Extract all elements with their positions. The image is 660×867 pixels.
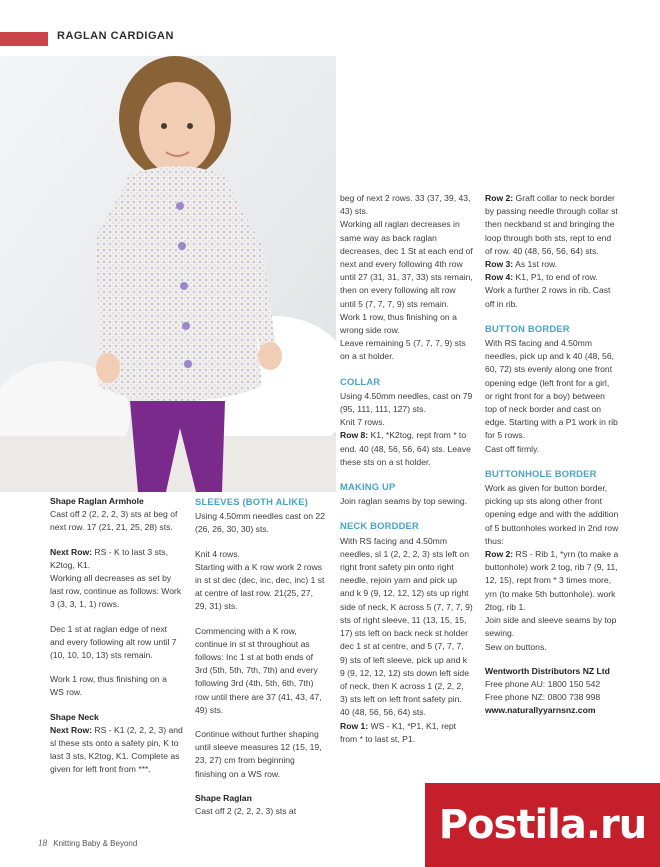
paragraph: Work 1 row, thus finishing on a wrong side row. — [340, 311, 457, 336]
row-label: Row 1: — [340, 720, 369, 731]
header-accent-bar — [0, 32, 48, 46]
row-label: Row 2: — [485, 549, 514, 560]
paragraph: Working all raglan decreases in same way as back raglan decreases, dec 1 St at each end of next and every following 4th row until 27 (31, 31, 37, 33) sts remain, then on every following alt row until 5 (7, 7, 7, 9) sts remain. — [340, 219, 473, 309]
row-text: RS - Rib 1, *yrn (to make a buttonhole) work 2 tog, rib 7 (9, 11, 12, 15), rept from * 3 times more, yrn (to make 5th buttonhole). work 2tog, rib 1. — [485, 549, 619, 612]
phone-nz: Free phone NZ: 0800 738 998 — [485, 692, 601, 703]
watermark-logo: Postila.ru — [425, 783, 660, 867]
paragraph — [50, 724, 183, 777]
paragraph: Leave remaining 5 (7, 7, 7, 9) sts on a st holder. — [340, 338, 466, 362]
row-text: As 1st row. — [513, 259, 558, 270]
distributor-name: Wentworth Distributors NZ Ltd — [485, 665, 610, 676]
paragraph: Work as given for button border, picking up sts along other front opening edge and with the addition of 5 buttonholes worked in 2nd row thus: — [485, 483, 619, 546]
buttonhole-border-heading: BUTTONHOLE BORDER — [485, 467, 597, 479]
collar-heading: COLLAR — [340, 375, 381, 387]
column-4 — [485, 192, 619, 718]
paragraph: Knit 4 rows. — [195, 548, 240, 559]
row-label: Row 3: — [485, 259, 514, 270]
row-text: RS - K to last 3 sts, K2tog, K1. — [50, 546, 168, 570]
shape-neck-heading: Shape Neck — [50, 711, 99, 722]
paragraph: Dec 1 st at raglan edge of next and every following alt row until 7 (10, 10, 10, 13) sts remain. — [50, 623, 177, 661]
row-label: Next Row: — [50, 724, 93, 735]
website-link[interactable]: www.naturallyyarnsnz.com — [485, 705, 596, 716]
row-text: K1, P1, to end of row. — [513, 272, 598, 283]
paragraph: Using 4.50mm needles cast on 22 (26, 26, 30, 30) sts. — [195, 511, 325, 535]
paragraph: Join raglan seams by top sewing. — [340, 496, 468, 507]
column-2 — [195, 495, 325, 829]
page-number: 18 — [38, 838, 47, 848]
row-text: RS - K1 (2, 2, 2, 3) and sl these sts onto a safety pin, K to last 3 sts, K2tog, K1. Complete as given for left front from ***. — [50, 724, 183, 775]
paragraph: Starting with a K row work 2 rows in st st dec (dec, inc, dec, inc) 1 st at centre of last row. 21(25, 27, 29, 31) sts. — [195, 561, 325, 612]
paragraph: beg of next 2 rows. 33 (37, 39, 43, 43) sts. — [340, 193, 471, 217]
row-text: K1, *K2tog, rept from * to end. 40 (48, 56, 56, 64) sts. Leave these sts on a st holder. — [340, 430, 471, 467]
paragraph: Join side and sleeve seams by top sewing. — [485, 615, 617, 639]
column-3 — [340, 192, 473, 757]
row-label: Row 2: — [485, 193, 514, 203]
magazine-name: Knitting Baby & Beyond — [53, 839, 138, 848]
paragraph: Commencing with a K row, continue in st st throughout as follows: Inc 1 st at both ends of 3rd (5th, 5th, 7th, 7th) and every following 3rd (4th, 5th, 6th, 7th) row until there are 37 (41, 43, 47, 49) sts. — [195, 625, 322, 715]
paragraph: Work 1 row, thus finishing on a WS row. — [50, 674, 167, 698]
paragraph: Sew on buttons. — [485, 641, 547, 652]
row-label: Next Row: — [50, 546, 93, 557]
row-text: Graft collar to neck border by passing needle through collar st then neckband st and bringing the loop through both sts, rept to end of row. 40 (48, 56, 56, 64) sts. — [485, 193, 618, 256]
column-1 — [50, 495, 183, 788]
paragraph: With RS facing and 4.50mm needles, pick up and k 40 (48, 56, 60, 72) sts evenly along one front opening edge (left front for a girl, or right front for a boy) between top of neck border and cast on edge. Starting with a P1 work in rib for 5 rows. — [485, 338, 618, 441]
row-label: Row 4: — [485, 272, 514, 283]
button-border-heading: BUTTON BORDER — [485, 322, 570, 334]
paragraph: Working all decreases as set by last row, continue as follows: Work 3 (3, 3, 1, 1) rows. — [50, 573, 182, 610]
paragraph: Cast off 2 (2, 2, 2, 3) sts at — [195, 806, 297, 817]
shape-raglan-armhole-heading: Shape Raglan Armhole — [50, 496, 144, 506]
row-text: WS - K1, *P1, K1, rept from * to last st, P1. — [340, 720, 457, 744]
paragraph — [485, 271, 619, 284]
paragraph: With RS facing and 4.50mm needles, sl 1 (2, 2, 2, 3) sts left on right front safety pin onto right needle, rejoin yarn and pick up and k 9 (9, 12, 12, 12) sts up right side of neck, K across 5 (7, 7, 7, 9) sts of right sleeve, 11 (13, 15, 15, 17) sts left on back neck st holder dec 1 st at centre, and 5 (7, 7, 7, 9) sts of left sleeve, pick up and k 9 (9, 12, 12, 12) sts down left side of neck, then K across 1 (2, 2, 2, 3) sts left on left front safety pin. 40 (48, 56, 56, 64) sts. — [340, 535, 473, 718]
row-label: Row 8: — [340, 430, 369, 441]
paragraph: Using 4.50mm needles, cast on 79 (95, 111, 111, 127) sts. — [340, 390, 473, 415]
shape-raglan-heading: Shape Raglan — [195, 792, 252, 803]
paragraph — [50, 546, 183, 572]
girl-in-cardigan-photo — [0, 56, 336, 492]
paragraph: Knit 7 rows. — [340, 417, 385, 428]
phone-au: Free phone AU: 1800 150 542 — [485, 678, 601, 689]
paragraph — [485, 192, 619, 258]
paragraph: Cast off firmly. — [485, 443, 540, 454]
paragraph: Cast off 2 (2, 2, 2, 3) sts at beg of next row. 17 (21, 21, 25, 28) sts. — [50, 509, 178, 533]
paragraph — [340, 429, 473, 469]
sleeves-heading: SLEEVES (BOTH ALIKE) — [195, 496, 309, 507]
making-up-heading: MAKING UP — [340, 481, 396, 493]
paragraph — [485, 548, 619, 614]
paragraph: Continue without further shaping until sleeve measures 12 (15, 19, 23, 27) cm from beginning finishing on a WS row. — [195, 729, 322, 779]
neck-border-heading: NECK BORDDER — [340, 520, 419, 532]
paragraph — [485, 258, 619, 271]
paragraph — [340, 720, 473, 746]
page-title: RAGLAN CARDIGAN — [57, 30, 174, 42]
page-footer — [38, 838, 137, 848]
paragraph: Work a further 2 rows in rib. Cast off in rib. — [485, 285, 611, 309]
